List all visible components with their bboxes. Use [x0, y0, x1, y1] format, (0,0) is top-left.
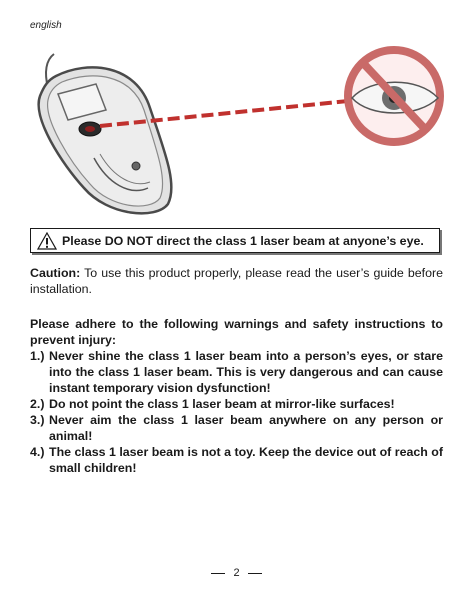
warning-text: Please DO NOT direct the class 1 laser beam at anyone’s eye. — [62, 233, 424, 248]
list-item-number: 2.) — [30, 397, 45, 411]
list-item-text: Do not point the class 1 laser beam at mirror-like surfaces! — [49, 397, 395, 411]
footer-dash-left — [211, 573, 225, 574]
exclamation-triangle-icon — [37, 232, 57, 250]
safety-intro: Please adhere to the following warnings and safety instructions to prevent injury: — [30, 317, 443, 347]
list-item — [30, 396, 443, 412]
mouse-underside-icon — [39, 67, 172, 213]
page-number: 2 — [233, 567, 240, 579]
caution-paragraph — [30, 265, 443, 297]
safety-list — [30, 348, 443, 476]
no-eye-prohibition-icon — [348, 50, 440, 142]
page-footer — [0, 567, 473, 579]
list-item — [30, 348, 443, 396]
list-item-text: Never shine the class 1 laser beam into a person’s eyes, or stare into the class 1 laser beam. This is very dangerous and can cause instant temporary vision dysfunction! — [49, 349, 443, 395]
list-item-number: 4.) — [30, 445, 45, 459]
laser-warning-box — [30, 228, 440, 253]
main-content — [30, 265, 443, 476]
list-item — [30, 412, 443, 444]
list-item — [30, 444, 443, 476]
language-label: english — [30, 20, 62, 31]
list-item-number: 1.) — [30, 349, 45, 363]
footer-dash-right — [248, 573, 262, 574]
list-item-text: Never aim the class 1 laser beam anywhere on any person or animal! — [49, 413, 443, 443]
laser-warning-illustration — [18, 38, 458, 218]
list-item-number: 3.) — [30, 413, 45, 427]
caution-text: To use this product properly, please read the user’s guide before installation. — [30, 266, 443, 296]
list-item-text: The class 1 laser beam is not a toy. Keep the device out of reach of small children! — [49, 445, 443, 475]
caution-label: Caution: — [30, 266, 81, 280]
